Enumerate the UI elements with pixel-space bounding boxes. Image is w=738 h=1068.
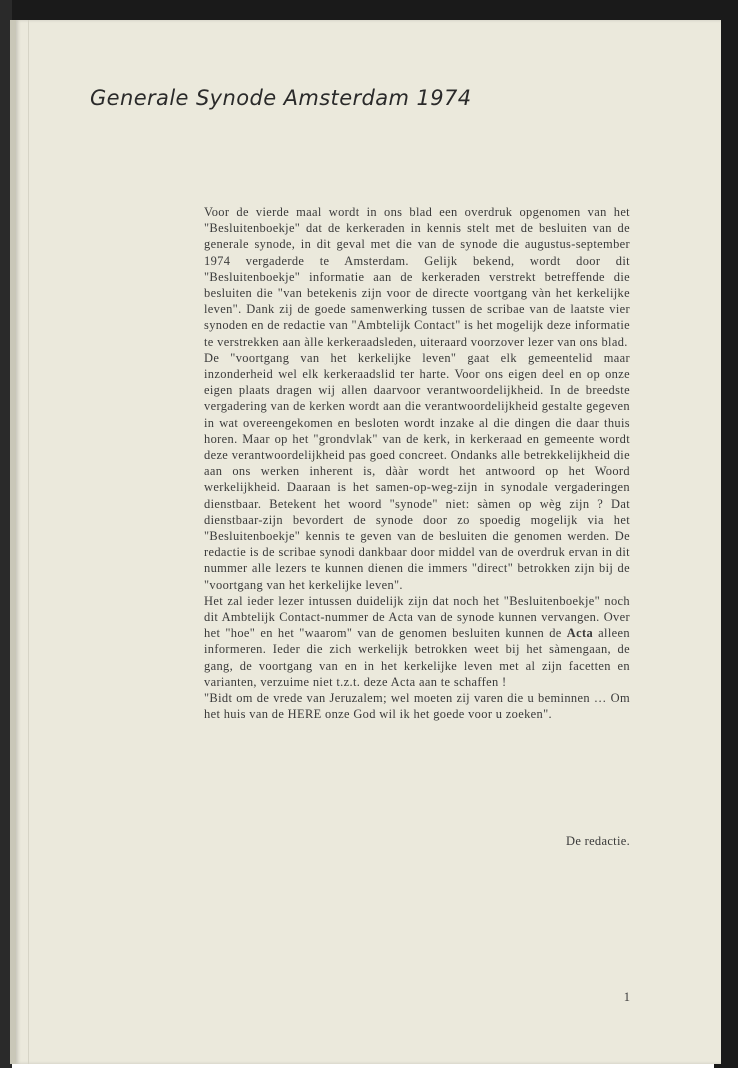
paragraph-4 xyxy=(204,690,630,722)
page-number: 1 xyxy=(623,990,630,1004)
paragraph-2-text: De "voortgang van het kerkelijke leven" gaat elk gemeentelid maar inzonderheid wel elk kerkeraadslid ter harte. Voor ons eigen deel en op onze eigen plaats dragen wij allen daarvoor verantwoordelijkheid. In de breedste vergadering van de kerken wordt aan die verantwoordelijkheid gestalte gegeven in wat overeengekomen en besloten wordt inzake al die dingen die daar thuis horen. Maar op het "grondvlak" van de kerk, in kerkeraad en gemeente wordt deze verantwoordelijkheid pas goed concreet. Ondanks alle betrekkelijkheid die aan ons werken inherent is, dààr wordt het antwoord op het Woord werkelijkheid. Daaraan is het samen-op-weg-zijn in synodale vergaderingen dienstbaar. Betekent het woord "synode" niet: sàmen op wèg zijn ? Dat dienstbaar-zijn bevordert de synode door zo spoedig mogelijk via het "Besluitenboekje" kennis te geven van de besluiten die genomen werden. De redactie is de scribae synodi dankbaar door middel van de overdruk ervan in dit nummer alle lezers te kunnen dienen die immers "direct" betrokken zijn bij de "voortgang van het kerkelijke leven". xyxy=(204,350,630,592)
paragraph-2 xyxy=(204,350,630,593)
signature: De redactie. xyxy=(566,834,630,848)
paragraph-1 xyxy=(204,204,630,350)
paragraph-4-text: "Bidt om de vrede van Jeruzalem; wel moeten zij varen die u beminnen … Om het huis van de HERE onze God wil ik het goede voor u zoeken". xyxy=(204,691,630,722)
article-body xyxy=(204,204,630,723)
paragraph-3-text-start: Het zal ieder lezer intussen duidelijk zijn dat noch het "Besluitenboekje" noch dit Ambtelijk Contact-nummer de Acta van de synode kunnen vervangen. Over het "hoe" en het "waarom" van de genomen besluiten kunnen de xyxy=(204,593,630,641)
paragraph-3 xyxy=(204,593,630,690)
page-title: Generale Synode Amsterdam 1974 xyxy=(90,86,472,110)
paragraph-3-text-end: alleen informeren. Ieder die zich werkelijk betrokken weet bij het sàmengaan, de gang, de voortgang van en in het kerkelijke leven met al zijn facetten en varianten, verzuime niet t.z.t. deze Acta aan te schaffen ! xyxy=(204,626,630,689)
acta-emphasis: Acta xyxy=(566,626,594,641)
paragraph-1-text: Voor de vierde maal wordt in ons blad een overdruk opgenomen van het "Besluitenboekje" dat de kerkeraden in kennis stelt met de besluiten van de generale synode, in dit geval met die van de synode die augustus-september 1974 vergaderde te Amsterdam. Gelijk bekend, wordt door dit "Besluitenboekje" informatie aan de kerkeraden verstrekt betreffende die besluiten die "van betekenis zijn voor de directe voortgang vàn het kerkelijke leven". Dank zij de goede samenwerking tussen de scribae van de laatste vier synoden en de redactie van "Ambtelijk Contact" is het mogelijk deze informatie te verstrekken aan àlle kerkeraadsleden, uiteraard voorzover lezer van ons blad. xyxy=(204,205,630,349)
page-spine xyxy=(28,20,29,1064)
